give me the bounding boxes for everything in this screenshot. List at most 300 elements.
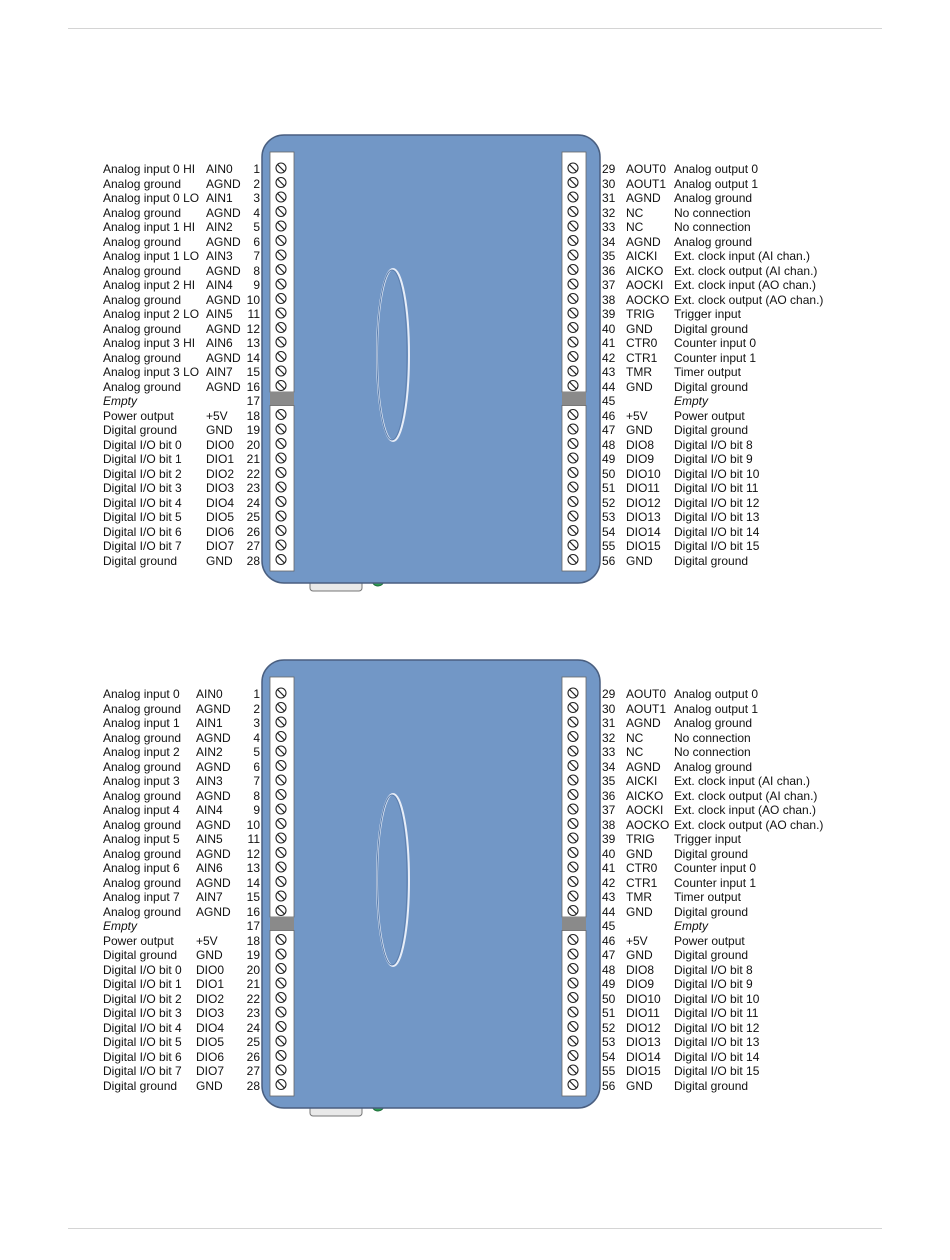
pin-signal: AIN6 — [196, 861, 223, 875]
left-pin-row — [0, 890, 262, 905]
pin-description: Digital I/O bit 9 — [674, 977, 753, 991]
pin-description: Digital I/O bit 6 — [103, 1049, 182, 1064]
pin-signal: DIO0 — [196, 962, 225, 977]
pin-number: 32 — [602, 730, 616, 745]
pin-signal: GND — [626, 904, 653, 919]
right-pin-row — [602, 731, 902, 746]
pin-signal: DIO13 — [626, 510, 661, 524]
right-pin-row — [602, 774, 902, 789]
left-pin-row — [0, 905, 262, 920]
pin-description: Analog input 5 — [103, 832, 180, 846]
pin-description: Digital ground — [674, 321, 749, 336]
right-pin-row — [602, 803, 902, 818]
pin-description: Counter input 0 — [674, 861, 757, 875]
right-pin-row — [602, 963, 902, 978]
pin-number: 28 — [246, 553, 260, 568]
pin-signal: AIN4 — [196, 803, 223, 817]
pin-signal: DIO0 — [206, 437, 235, 452]
pin-signal: NC — [626, 745, 644, 759]
pin-signal: DIO5 — [206, 510, 235, 524]
right-pin-row — [602, 394, 902, 409]
pin-number: 19 — [246, 423, 260, 437]
pin-signal: AICKI — [626, 774, 658, 788]
pin-number: 8 — [253, 263, 260, 278]
pin-signal: AIN7 — [196, 890, 223, 904]
right-pin-row — [602, 861, 902, 876]
right-pin-row — [602, 206, 902, 221]
pin-signal: GND — [206, 553, 233, 568]
right-pin-row — [602, 307, 902, 322]
left-pin-row — [0, 554, 262, 569]
pin-signal: AIN5 — [206, 307, 233, 321]
right-pin-row — [602, 496, 902, 511]
left-pin-row — [0, 847, 262, 862]
pin-number: 1 — [253, 687, 260, 701]
right-pin-row — [602, 1079, 902, 1094]
pin-description: Digital I/O bit 3 — [103, 481, 182, 495]
pin-number: 33 — [602, 745, 616, 759]
pin-number: 56 — [602, 553, 616, 568]
pin-signal: AGND — [196, 788, 231, 803]
pin-signal: GND — [626, 379, 653, 394]
pin-description: Power output — [103, 933, 174, 948]
pin-description: Digital I/O bit 8 — [674, 437, 753, 452]
pin-number: 51 — [602, 481, 616, 495]
pin-signal: AIN0 — [196, 687, 223, 701]
pin-description: Power output — [674, 408, 745, 423]
left-pin-row — [0, 438, 262, 453]
pin-description: Analog input 0 LO — [103, 191, 200, 205]
pin-number: 33 — [602, 220, 616, 234]
pin-signal: AIN3 — [206, 249, 233, 263]
pin-description: Trigger input — [674, 307, 741, 321]
pin-signal: TMR — [626, 365, 652, 379]
pin-number: 29 — [602, 687, 616, 701]
pin-description: No connection — [674, 220, 751, 234]
pin-description: Digital I/O bit 6 — [103, 524, 182, 539]
left-pin-row — [0, 876, 262, 891]
pin-number: 11 — [247, 307, 260, 321]
left-pin-row — [0, 948, 262, 963]
left-pin-row — [0, 206, 262, 221]
pin-number: 34 — [602, 234, 616, 249]
pin-signal: AGND — [206, 205, 241, 220]
pin-signal: DIO14 — [626, 1049, 661, 1064]
pin-number: 35 — [602, 249, 616, 263]
pin-signal: AICKO — [626, 788, 664, 803]
pin-number: 53 — [602, 510, 616, 524]
pin-description: Empty — [103, 919, 138, 933]
pin-description: Digital ground — [103, 948, 178, 962]
pin-description: Analog input 1 — [103, 716, 180, 730]
pin-signal: AOUT1 — [626, 701, 667, 716]
pin-signal: NC — [626, 730, 644, 745]
left-pin-row — [0, 510, 262, 525]
pin-signal: GND — [196, 948, 223, 962]
right-pin-row — [602, 977, 902, 992]
pin-signal: AICKI — [626, 249, 658, 263]
pin-description: Analog ground — [103, 788, 182, 803]
left-pin-row — [0, 278, 262, 293]
pin-number: 22 — [246, 466, 260, 481]
right-pin-row — [602, 745, 902, 760]
pin-number: 6 — [253, 234, 260, 249]
pin-number: 36 — [602, 263, 616, 278]
pin-number: 6 — [253, 759, 260, 774]
right-pin-row — [602, 293, 902, 308]
pin-signal: TMR — [626, 890, 652, 904]
pin-description: Digital ground — [103, 1078, 178, 1093]
pin-number: 14 — [246, 875, 260, 890]
left-pin-row — [0, 467, 262, 482]
pin-signal: AGND — [196, 730, 231, 745]
left-pin-row — [0, 249, 262, 264]
pin-number: 43 — [602, 365, 616, 379]
pin-description: Ext. clock input (AO chan.) — [674, 278, 817, 292]
pin-number: 47 — [602, 948, 616, 962]
pin-number: 16 — [246, 904, 260, 919]
pin-description: Digital ground — [674, 904, 749, 919]
pin-signal: DIO4 — [196, 1020, 225, 1035]
pin-number: 44 — [602, 379, 616, 394]
right-pin-row — [602, 919, 902, 934]
pin-description: Digital I/O bit 11 — [674, 1006, 759, 1020]
right-pin-row — [602, 452, 902, 467]
pin-number: 52 — [602, 495, 616, 510]
pin-number: 19 — [246, 948, 260, 962]
pin-number: 17 — [246, 394, 260, 408]
pin-signal: GND — [626, 553, 653, 568]
right-pin-row — [602, 525, 902, 540]
pin-number: 48 — [602, 437, 616, 452]
pin-description: Analog input 4 — [103, 803, 180, 817]
pin-description: No connection — [674, 205, 751, 220]
pin-number: 7 — [253, 774, 260, 788]
right-pin-row — [602, 1021, 902, 1036]
pin-number: 37 — [602, 278, 616, 292]
pin-description: Digital I/O bit 1 — [103, 452, 182, 466]
pin-description: Analog input 2 HI — [103, 278, 196, 292]
pin-number: 23 — [246, 1006, 260, 1020]
pin-description: Analog ground — [103, 234, 182, 249]
pin-signal: DIO10 — [626, 466, 661, 481]
pin-description: Analog ground — [103, 205, 182, 220]
pin-number: 31 — [602, 716, 616, 730]
pin-description: Digital I/O bit 15 — [674, 539, 760, 553]
pin-signal: TRIG — [626, 307, 655, 321]
pin-signal: +5V — [626, 933, 648, 948]
pin-signal: AOCKI — [626, 278, 664, 292]
pin-signal: DIO5 — [196, 1035, 225, 1049]
pin-signal: DIO2 — [196, 991, 225, 1006]
pin-number: 10 — [246, 292, 260, 307]
right-pin-row — [602, 905, 902, 920]
pin-signal: DIO3 — [196, 1006, 225, 1020]
pin-signal: +5V — [626, 408, 648, 423]
pin-number: 42 — [602, 350, 616, 365]
left-pin-row — [0, 191, 262, 206]
pin-number: 15 — [246, 365, 260, 379]
right-pin-row — [602, 992, 902, 1007]
pin-number: 40 — [602, 321, 616, 336]
left-pin-row — [0, 162, 262, 177]
pin-signal: AIN0 — [206, 162, 233, 176]
pin-number: 22 — [246, 991, 260, 1006]
pin-number: 20 — [246, 962, 260, 977]
pin-description: Ext. clock input (AI chan.) — [674, 249, 811, 263]
pin-signal: GND — [626, 948, 653, 962]
pin-description: Analog input 3 HI — [103, 336, 196, 350]
pin-number: 17 — [246, 919, 260, 933]
pin-signal: AGND — [206, 263, 241, 278]
pin-number: 1 — [253, 162, 260, 176]
pin-description: Digital I/O bit 1 — [103, 977, 182, 991]
left-pin-row — [0, 774, 262, 789]
right-pin-row — [602, 687, 902, 702]
pin-number: 46 — [602, 933, 616, 948]
pin-signal: AIN5 — [196, 832, 223, 846]
pin-description: No connection — [674, 730, 751, 745]
left-pin-row — [0, 409, 262, 424]
left-pin-row — [0, 1050, 262, 1065]
pin-number: 3 — [253, 716, 260, 730]
pin-number: 16 — [246, 379, 260, 394]
left-pin-row — [0, 1035, 262, 1050]
pin-description: Analog input 6 — [103, 861, 180, 875]
left-pin-row — [0, 351, 262, 366]
pin-signal: AOUT1 — [626, 176, 667, 191]
pin-description: Analog output 0 — [674, 162, 759, 176]
right-pin-row — [602, 934, 902, 949]
pin-description: Digital I/O bit 10 — [674, 466, 760, 481]
pin-number: 26 — [246, 524, 260, 539]
pin-description: Digital I/O bit 2 — [103, 466, 182, 481]
pin-description: Digital ground — [674, 423, 749, 437]
pin-number: 18 — [246, 933, 260, 948]
right-pin-row — [602, 760, 902, 775]
right-pin-row — [602, 177, 902, 192]
right-pin-row — [602, 336, 902, 351]
pin-number: 24 — [246, 495, 260, 510]
right-pin-row — [602, 423, 902, 438]
left-pin-row — [0, 452, 262, 467]
pin-signal: AGND — [626, 191, 661, 205]
pin-description: Analog ground — [103, 263, 182, 278]
left-pin-row — [0, 760, 262, 775]
pin-number: 27 — [246, 539, 260, 553]
pin-signal: AGND — [196, 904, 231, 919]
pin-description: Digital I/O bit 12 — [674, 495, 760, 510]
pin-number: 2 — [253, 176, 260, 191]
pin-description: Power output — [103, 408, 174, 423]
pin-number: 39 — [602, 832, 616, 846]
right-pin-row — [602, 467, 902, 482]
pin-number: 37 — [602, 803, 616, 817]
pin-description: Digital I/O bit 0 — [103, 437, 182, 452]
pin-number: 48 — [602, 962, 616, 977]
pin-number: 46 — [602, 408, 616, 423]
pin-number: 29 — [602, 162, 616, 176]
pin-description: Digital I/O bit 4 — [103, 495, 182, 510]
pin-description: Digital I/O bit 12 — [674, 1020, 760, 1035]
pin-signal: AIN2 — [196, 745, 223, 759]
pin-number: 30 — [602, 701, 616, 716]
left-pin-row — [0, 992, 262, 1007]
pin-description: Analog input 0 — [103, 687, 180, 701]
pin-signal: AOUT0 — [626, 162, 667, 176]
pin-description: Analog ground — [103, 759, 182, 774]
pin-signal: DIO1 — [196, 977, 225, 991]
pin-number: 30 — [602, 176, 616, 191]
left-pin-row — [0, 745, 262, 760]
pin-signal: CTR1 — [626, 875, 658, 890]
pin-number: 18 — [246, 408, 260, 423]
pin-number: 21 — [246, 977, 260, 991]
right-pin-row — [602, 322, 902, 337]
pin-number: 44 — [602, 904, 616, 919]
pin-description: No connection — [674, 745, 751, 759]
pin-description: Counter input 1 — [674, 350, 757, 365]
pinout-diagram-bottom — [0, 655, 950, 1125]
pin-description: Digital I/O bit 13 — [674, 510, 760, 524]
pin-signal: AGND — [196, 701, 231, 716]
pin-description: Digital ground — [103, 553, 178, 568]
pin-description: Digital ground — [674, 379, 749, 394]
pin-description: Empty — [103, 394, 138, 408]
pin-signal: AGND — [206, 234, 241, 249]
pin-signal: DIO9 — [626, 977, 655, 991]
right-pin-row — [602, 510, 902, 525]
left-pin-row — [0, 235, 262, 250]
right-pin-row — [602, 438, 902, 453]
pin-description: Analog ground — [103, 701, 182, 716]
pin-description: Analog ground — [103, 817, 182, 832]
header-rule — [68, 28, 882, 29]
pin-signal: GND — [626, 321, 653, 336]
pin-number: 45 — [602, 919, 616, 933]
pin-description: Timer output — [674, 365, 741, 379]
pin-signal: GND — [626, 423, 653, 437]
right-pin-row — [602, 702, 902, 717]
pin-description: Analog ground — [103, 875, 182, 890]
right-pin-row — [602, 554, 902, 569]
pin-signal: AGND — [206, 350, 241, 365]
pin-description: Digital I/O bit 11 — [674, 481, 759, 495]
pin-description: Analog input 2 LO — [103, 307, 200, 321]
right-pin-row — [602, 380, 902, 395]
left-pin-row — [0, 1006, 262, 1021]
pin-signal: DIO6 — [206, 524, 235, 539]
pin-signal: AGND — [626, 716, 661, 730]
left-pin-row — [0, 977, 262, 992]
pin-number: 20 — [246, 437, 260, 452]
pin-number: 54 — [602, 1049, 616, 1064]
right-pin-row — [602, 1035, 902, 1050]
pin-description: Analog input 3 LO — [103, 365, 200, 379]
right-pin-row — [602, 539, 902, 554]
pin-description: Empty — [674, 919, 709, 933]
pin-description: Analog input 1 HI — [103, 220, 196, 234]
pin-number: 14 — [246, 350, 260, 365]
pin-description: Ext. clock output (AI chan.) — [674, 263, 818, 278]
pin-description: Digital I/O bit 10 — [674, 991, 760, 1006]
pin-signal: AIN1 — [196, 716, 223, 730]
pin-description: Analog ground — [103, 321, 182, 336]
pin-signal: CTR0 — [626, 861, 658, 875]
pin-signal: AOCKO — [626, 292, 670, 307]
left-pin-row — [0, 1021, 262, 1036]
pin-number: 9 — [253, 803, 260, 817]
right-pin-row — [602, 789, 902, 804]
pin-signal: AGND — [206, 176, 241, 191]
pin-number: 12 — [246, 321, 260, 336]
pin-number: 41 — [602, 336, 616, 350]
right-pin-row — [602, 818, 902, 833]
pin-signal: DIO7 — [196, 1064, 225, 1078]
pin-description: Analog input 3 — [103, 774, 180, 788]
left-pin-row — [0, 1064, 262, 1079]
right-pin-row — [602, 716, 902, 731]
pin-number: 47 — [602, 423, 616, 437]
pin-number: 21 — [246, 452, 260, 466]
right-pin-row — [602, 249, 902, 264]
pin-number: 32 — [602, 205, 616, 220]
pin-description: Analog ground — [103, 176, 182, 191]
pin-number: 4 — [253, 730, 260, 745]
pin-number: 5 — [253, 745, 260, 759]
pin-signal: DIO15 — [626, 539, 661, 553]
pin-signal: NC — [626, 205, 644, 220]
pin-number: 26 — [246, 1049, 260, 1064]
pin-signal: AIN4 — [206, 278, 233, 292]
pin-description: Analog ground — [103, 292, 182, 307]
pin-number: 40 — [602, 846, 616, 861]
pin-signal: GND — [626, 846, 653, 861]
right-pin-row — [602, 890, 902, 905]
pin-description: Analog input 7 — [103, 890, 180, 904]
pin-description: Digital I/O bit 5 — [103, 510, 182, 524]
pin-description: Empty — [674, 394, 709, 408]
pin-number: 49 — [602, 452, 616, 466]
pin-number: 5 — [253, 220, 260, 234]
pin-signal: AIN2 — [206, 220, 233, 234]
pin-number: 52 — [602, 1020, 616, 1035]
pin-number: 49 — [602, 977, 616, 991]
pin-description: Ext. clock input (AO chan.) — [674, 803, 817, 817]
pin-labels — [0, 130, 950, 600]
left-pin-row — [0, 322, 262, 337]
left-pin-row — [0, 818, 262, 833]
pin-signal: AGND — [196, 875, 231, 890]
pin-description: Digital I/O bit 0 — [103, 962, 182, 977]
pin-number: 15 — [246, 890, 260, 904]
pin-signal: GND — [206, 423, 233, 437]
pin-signal: CTR1 — [626, 350, 658, 365]
left-pin-row — [0, 365, 262, 380]
pin-number: 50 — [602, 466, 616, 481]
pin-signal: DIO11 — [626, 1006, 660, 1020]
pin-number: 13 — [246, 861, 260, 875]
left-pin-row — [0, 336, 262, 351]
pin-description: Analog output 1 — [674, 176, 759, 191]
pin-signal: AICKO — [626, 263, 664, 278]
pin-number: 56 — [602, 1078, 616, 1093]
pin-description: Digital ground — [674, 553, 749, 568]
pin-signal: DIO6 — [196, 1049, 225, 1064]
pin-description: Digital I/O bit 9 — [674, 452, 753, 466]
footer-rule — [68, 1228, 882, 1229]
pin-number: 12 — [246, 846, 260, 861]
